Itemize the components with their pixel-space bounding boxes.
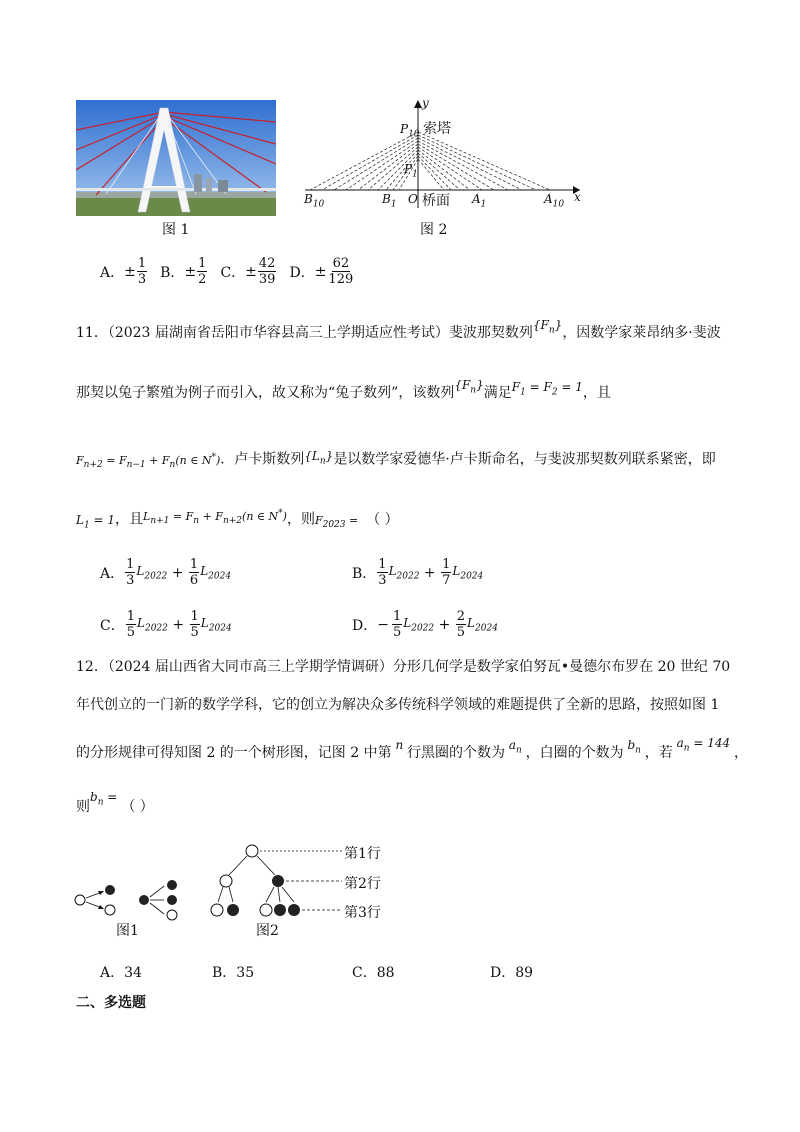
q12-line2: 年代创立的一门新的数学学科，它的创立为解决众多传统科学领域的难题提供了全新的思路，按照如图 1 — [76, 697, 720, 713]
q12-option-c[interactable]: C．88 — [352, 965, 395, 981]
row3-label: 第3行 — [344, 905, 381, 921]
a1-label: $A_1$ — [472, 192, 487, 210]
y-axis-label: y — [422, 96, 429, 110]
q10-option-a[interactable]: A． ± $\frac{1}{3}$ — [100, 256, 147, 287]
q11-option-a[interactable]: A． $\frac{1}{3}$ $L_{2022}$ + $\frac{1}{6}$ $L_{2024}$ — [100, 557, 232, 588]
fractal-fig1-caption: 图1 — [116, 923, 139, 939]
q12-number: 12． — [76, 659, 108, 675]
q11-line3: $F_{n+2} = F_{n-1} + F_n(n$ ∈ N*)．卢卡斯数列$\{L_n\}$是以数学家爱德华·卢卡斯命名，与斐波那契数列联系紧密，即 — [76, 448, 716, 470]
deck-label: 桥面 — [422, 193, 450, 209]
q12-option-d[interactable]: D．89 — [490, 965, 534, 981]
q11-number: 11． — [76, 325, 108, 341]
q12-option-a[interactable]: A．34 — [100, 965, 142, 981]
bridge-photo — [76, 100, 276, 216]
q10-option-b[interactable]: B． ± $\frac{1}{2}$ — [160, 256, 207, 287]
fn-initial: $F_1 = F_2 = 1$ — [511, 380, 583, 398]
q10-option-d[interactable]: D． ± $\frac{62}{129}$ — [289, 256, 354, 287]
q11-option-c[interactable]: C． $\frac{1}{5}$ $L_{2022}$ + $\frac{1}{5}$ $L_{2024}$ — [100, 609, 232, 640]
q11-line1: 11．（2023 届湖南省岳阳市华容县高三上学期适应性考试）斐波那契数列$\{F_n\}$，因数学家莱昂纳多·斐波 — [76, 318, 721, 341]
fractal-tree-figure2 — [200, 840, 360, 922]
fractal-fig2-caption: 图2 — [256, 923, 279, 939]
ln-recurrence: Ln+1 = Fn + Fn+2(n ∈ N*) — [143, 508, 287, 526]
p1-label: $P_1$ — [404, 162, 418, 180]
origin-label: O — [408, 192, 418, 206]
q11-line2: 那契以兔子繁殖为例子而引入，故又称为“兔子数列”，该数列$\{F_n\}$满足$F_1 = F_2 = 1$，且 — [76, 378, 611, 401]
q12-line4: 则$b_n$ =（ ） — [76, 790, 154, 815]
figure1-caption: 图 1 — [162, 222, 190, 238]
q11-option-b[interactable]: B． $\frac{1}{3}$ $L_{2022}$ + $\frac{1}{7}$ $L_{2024}$ — [352, 557, 484, 588]
q11-line4: $L_1 = 1$，且$^{L_{n+1} = F_n + F_{n+2}(n \in N^*)}$，则$F_{2023}$ = （ ） — [76, 508, 399, 531]
tower-label: 索塔 — [423, 121, 451, 137]
row2-label: 第2行 — [344, 876, 381, 892]
p10-label: $P_{10}$ — [400, 122, 420, 140]
fractal-figure1 — [70, 880, 190, 924]
q10-option-c[interactable]: C． ± $\frac{42}{39}$ — [220, 256, 276, 287]
q11-option-d[interactable]: D． − $\frac{1}{5}$ $L_{2022}$ + $\frac{2}{5}$ $L_{2024}$ — [352, 609, 498, 640]
b10-label: $B_{10}$ — [304, 192, 325, 210]
b1-label: $B_1$ — [382, 192, 397, 210]
q12-line3: 的分形规律可得知图 2 的一个树形图，记图 2 中第 n 行黑圈的个数为 $a_n$ ，白圈的个数为 $b_n$ ，若 $a_n = 144$ ， — [76, 736, 748, 761]
figure2-caption: 图 2 — [420, 222, 448, 238]
section-heading: 二、多选题 — [76, 995, 146, 1011]
a10-label: $A_{10}$ — [544, 192, 565, 210]
q10-options — [100, 256, 355, 287]
row1-label: 第1行 — [344, 846, 381, 862]
fn-set: $\{F_n\}$ — [532, 318, 563, 336]
fn-recurrence: $F_{n+2} = F_{n-1} + F_n(n$ ∈ N*) — [76, 452, 221, 470]
x-axis-label: x — [574, 190, 581, 204]
q12-line1: 12．（2024 届山西省大同市高三上学期学情调研）分形几何学是数学家伯努瓦•曼德尔布罗在 20 世纪 70 — [76, 659, 731, 675]
q12-option-b[interactable]: B．35 — [212, 965, 255, 981]
